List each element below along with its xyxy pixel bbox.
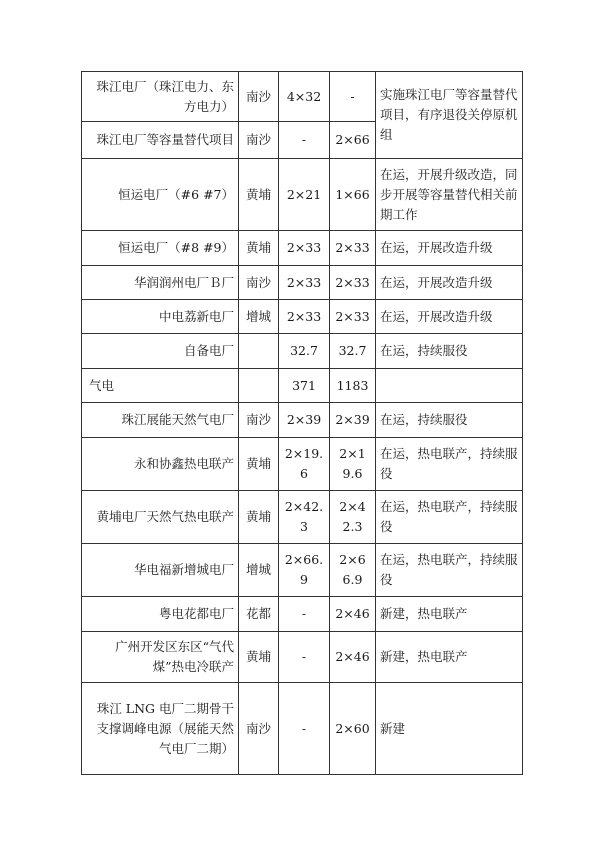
- current-capacity: 32.7: [279, 334, 330, 369]
- plant-name: 广州开发区东区“气代煤”热电冷联产: [82, 632, 239, 683]
- current-capacity: 2×66.9: [279, 544, 330, 597]
- current-capacity: 2×33: [279, 266, 330, 300]
- plant-area: 黄埔: [239, 231, 279, 266]
- planned-capacity: 2×66.9: [330, 544, 376, 597]
- plant-name: 中电荔新电厂: [82, 300, 239, 334]
- table-row: [82, 369, 523, 403]
- planned-capacity: 2×60: [330, 683, 376, 775]
- current-capacity: -: [279, 597, 330, 632]
- table-row: [82, 159, 523, 231]
- plant-name: 珠江展能天然气电厂: [82, 403, 239, 438]
- planned-capacity: 2×19.6: [330, 438, 376, 491]
- plan-note: 在运，持续服役: [376, 334, 523, 369]
- planned-capacity: 1×66: [330, 159, 376, 231]
- plant-name: 黄埔电厂天然气热电联产: [82, 491, 239, 544]
- table-row: [82, 438, 523, 491]
- table-row: [82, 403, 523, 438]
- plant-area: 南沙: [239, 122, 279, 159]
- planned-capacity: 2×33: [330, 231, 376, 266]
- plant-name: 珠江 LNG 电厂二期骨干支撑调峰电源（展能天然气电厂二期）: [82, 683, 239, 775]
- current-capacity: 2×21: [279, 159, 330, 231]
- plant-area: 南沙: [239, 403, 279, 438]
- plan-note: 新建，热电联产: [376, 632, 523, 683]
- table-row: [82, 300, 523, 334]
- plant-name: 恒运电厂（#6 #7）: [82, 159, 239, 231]
- planned-capacity: 1183: [330, 369, 376, 403]
- plant-area: 南沙: [239, 72, 279, 122]
- plant-area: 南沙: [239, 683, 279, 775]
- planned-capacity: 2×33: [330, 300, 376, 334]
- table-row: [82, 266, 523, 300]
- plant-name: 永和协鑫热电联产: [82, 438, 239, 491]
- plan-note: 新建，热电联产: [376, 597, 523, 632]
- plan-note: 在运，热电联产，持续服役: [376, 491, 523, 544]
- current-capacity: 2×33: [279, 231, 330, 266]
- plant-area: 花都: [239, 597, 279, 632]
- planned-capacity: 2×39: [330, 403, 376, 438]
- table-row: [82, 544, 523, 597]
- plant-name: 恒运电厂（#8 #9）: [82, 231, 239, 266]
- plant-area: 增城: [239, 300, 279, 334]
- plan-note: [376, 369, 523, 403]
- plant-area: [239, 369, 279, 403]
- table-row: [82, 632, 523, 683]
- planned-capacity: 2×46: [330, 632, 376, 683]
- plant-area: 黄埔: [239, 159, 279, 231]
- planned-capacity: 2×33: [330, 266, 376, 300]
- plant-name: 华电福新增城电厂: [82, 544, 239, 597]
- table-row: [82, 334, 523, 369]
- power-plant-table: [81, 71, 523, 775]
- table-row: [82, 683, 523, 775]
- plant-area: 黄埔: [239, 632, 279, 683]
- current-capacity: 4×32: [279, 72, 330, 122]
- plant-name: 自备电厂: [82, 334, 239, 369]
- plant-area: [239, 334, 279, 369]
- current-capacity: 371: [279, 369, 330, 403]
- table-row: [82, 491, 523, 544]
- plant-name: 粤电花都电厂: [82, 597, 239, 632]
- planned-capacity: -: [330, 72, 376, 122]
- plan-note: 在运，持续服役: [376, 403, 523, 438]
- plan-note: 在运，开展改造升级: [376, 300, 523, 334]
- plan-note: 在运，开展升级改造，同步开展等容量替代相关前期工作: [376, 159, 523, 231]
- plan-note: 实施珠江电厂等容量替代项目，有序退役关停原机组: [376, 72, 523, 159]
- plan-note: 在运，开展改造升级: [376, 231, 523, 266]
- plant-area: 黄埔: [239, 438, 279, 491]
- planned-capacity: 2×42.3: [330, 491, 376, 544]
- current-capacity: -: [279, 683, 330, 775]
- planned-capacity: 32.7: [330, 334, 376, 369]
- plant-area: 南沙: [239, 266, 279, 300]
- current-capacity: -: [279, 632, 330, 683]
- plant-name: 华润润州电厂Ｂ厂: [82, 266, 239, 300]
- planned-capacity: 2×46: [330, 597, 376, 632]
- plan-note: 在运，热电联产，持续服役: [376, 544, 523, 597]
- current-capacity: 2×42.3: [279, 491, 330, 544]
- table-row: [82, 597, 523, 632]
- planned-capacity: 2×66: [330, 122, 376, 159]
- plant-name: 珠江电厂（珠江电力、东方电力）: [82, 72, 239, 122]
- current-capacity: 2×39: [279, 403, 330, 438]
- plan-note: 在运，开展改造升级: [376, 266, 523, 300]
- current-capacity: -: [279, 122, 330, 159]
- plan-note: 新建: [376, 683, 523, 775]
- plan-note: 在运，热电联产，持续服役: [376, 438, 523, 491]
- category-name: 气电: [82, 369, 239, 403]
- table-row: [82, 231, 523, 266]
- plant-area: 黄埔: [239, 491, 279, 544]
- plant-name: 珠江电厂等容量替代项目: [82, 122, 239, 159]
- plant-area: 增城: [239, 544, 279, 597]
- current-capacity: 2×33: [279, 300, 330, 334]
- current-capacity: 2×19.6: [279, 438, 330, 491]
- table-row: [82, 72, 523, 122]
